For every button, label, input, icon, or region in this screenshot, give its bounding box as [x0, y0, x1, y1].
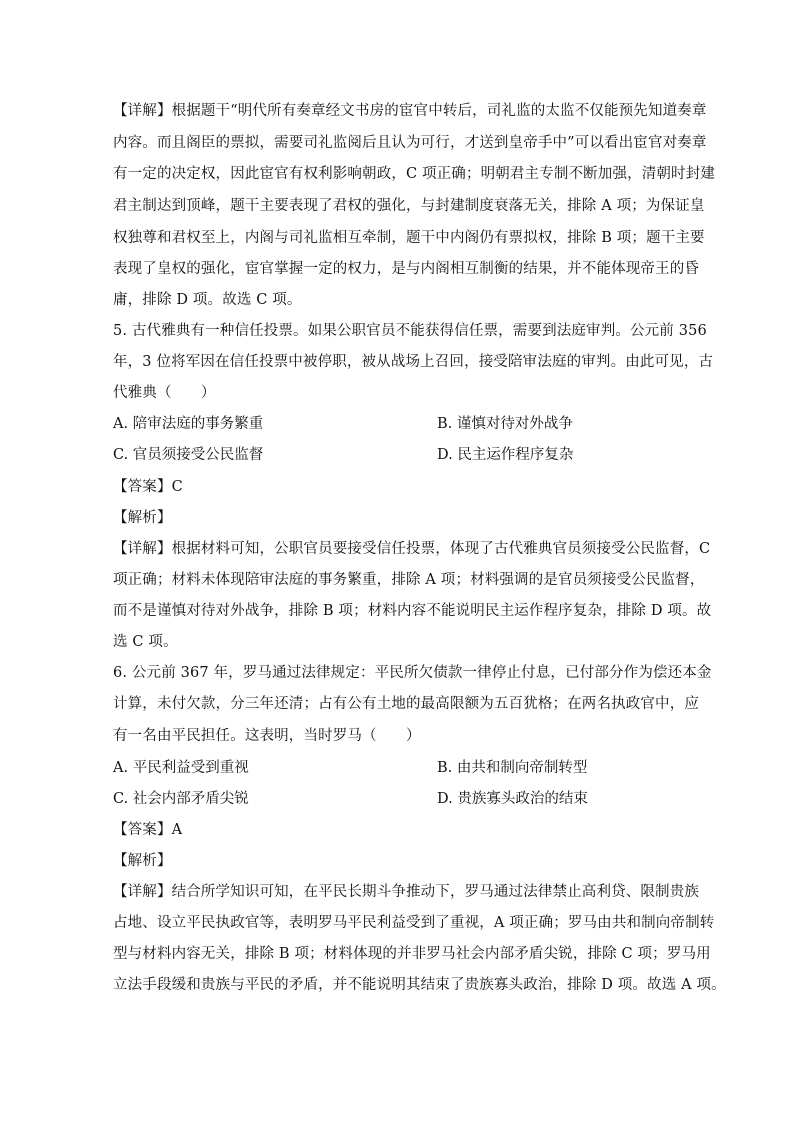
q5-stem-line: 5. 古代雅典有一种信任投票。如果公职官员不能获得信任票，需要到法庭审判。公元前 356: [113, 323, 707, 339]
q5-answer: 【答案】C: [113, 479, 183, 495]
q5-explain-line: 【详解】根据材料可知，公职官员要接受信任投票，体现了古代雅典官员须接受公民监督，C: [113, 541, 711, 557]
q5-stem-line: 代雅典（ ）: [113, 385, 216, 401]
q6-analysis-label: 【解析】: [113, 853, 172, 869]
q5-explain-line: 而不是谨慎对待对外战争，排除 B 项；材料内容不能说明民主运作程序复杂，排除 D 项。故: [113, 603, 712, 619]
q4-explain-line: 内容。而且阁臣的票拟，需要司礼监阅后且认为可行，才送到皇帝手中”可以看出宦官对奏章: [113, 135, 707, 151]
q5-explain-line: 选 C 项。: [113, 634, 178, 650]
q6-explain-line: 【详解】结合所学知识可知，在平民长期斗争推动下，罗马通过法律禁止高利贷、限制贵族: [113, 884, 699, 900]
q6-explain-line: 立法手段缓和贵族与平民的矛盾，并不能说明其结束了贵族寡头政治，排除 D 项。故选 A 项。: [113, 977, 726, 993]
q4-explain-line: 有一定的决定权，因此宦官有权利影响朝政，C 项正确；明朝君主专制不断加强，清朝时封建: [113, 166, 715, 182]
q6-option-c: C. 社会内部矛盾尖锐: [113, 791, 249, 807]
q6-stem-line: 有一名由平民担任。这表明，当时罗马（ ）: [113, 728, 421, 744]
q6-option-a: A. 平民利益受到重视: [113, 760, 249, 776]
q5-option-a: A. 陪审法庭的事务繁重: [113, 416, 264, 432]
q5-option-c: C. 官员须接受公民监督: [113, 447, 264, 463]
q5-option-d: D. 民主运作程序复杂: [437, 447, 574, 463]
q6-option-b: B. 由共和制向帝制转型: [437, 760, 588, 776]
q5-analysis-label: 【解析】: [113, 510, 172, 526]
q5-option-b: B. 谨慎对待对外战争: [437, 416, 573, 432]
q4-explain-line: 庸，排除 D 项。故选 C 项。: [113, 292, 302, 308]
q6-stem-line: 计算，未付欠款，分三年还清；占有公有土地的最高限额为五百犹格；在两名执政官中，应: [113, 696, 699, 712]
q4-explain-line: 君主制达到顶峰，题干主要表现了君权的强化，与封建制度衰落无关，排除 A 项；为保证皇: [113, 198, 705, 214]
q4-explain-line: 表现了皇权的强化，宦官掌握一定的权力，是与内阁相互制衡的结果，并不能体现帝王的昏: [113, 261, 699, 277]
q5-stem-line: 年，3 位将军因在信任投票中被停职，被从战场上召回，接受陪审法庭的审判。由此可见，古: [113, 354, 714, 370]
q4-explain-line: 权独尊和君权至上，内阁与司礼监相互牵制，题干中内阁仍有票拟权，排除 B 项；题干主要: [113, 230, 705, 246]
q5-explain-line: 项正确；材料未体现陪审法庭的事务繁重，排除 A 项；材料强调的是官员须接受公民监督，: [113, 572, 705, 588]
q6-stem-line: 6. 公元前 367 年，罗马通过法律规定：平民所欠债款一律停止付息，已付部分作为偿还本金: [113, 665, 712, 681]
q6-answer: 【答案】A: [113, 822, 183, 838]
q6-option-d: D. 贵族寡头政治的结束: [437, 791, 588, 807]
q4-explain-line: 【详解】根据题干“明代所有奏章经文书房的宦官中转后，司礼监的太监不仅能预先知道奏章: [113, 103, 707, 119]
q6-explain-line: 型与材料内容无关，排除 B 项；材料体现的并非罗马社会内部矛盾尖锐，排除 C 项；罗马用: [113, 946, 711, 962]
q6-explain-line: 占地、设立平民执政官等，表明罗马平民利益受到了重视，A 项正确；罗马由共和制向帝制转: [113, 915, 715, 931]
